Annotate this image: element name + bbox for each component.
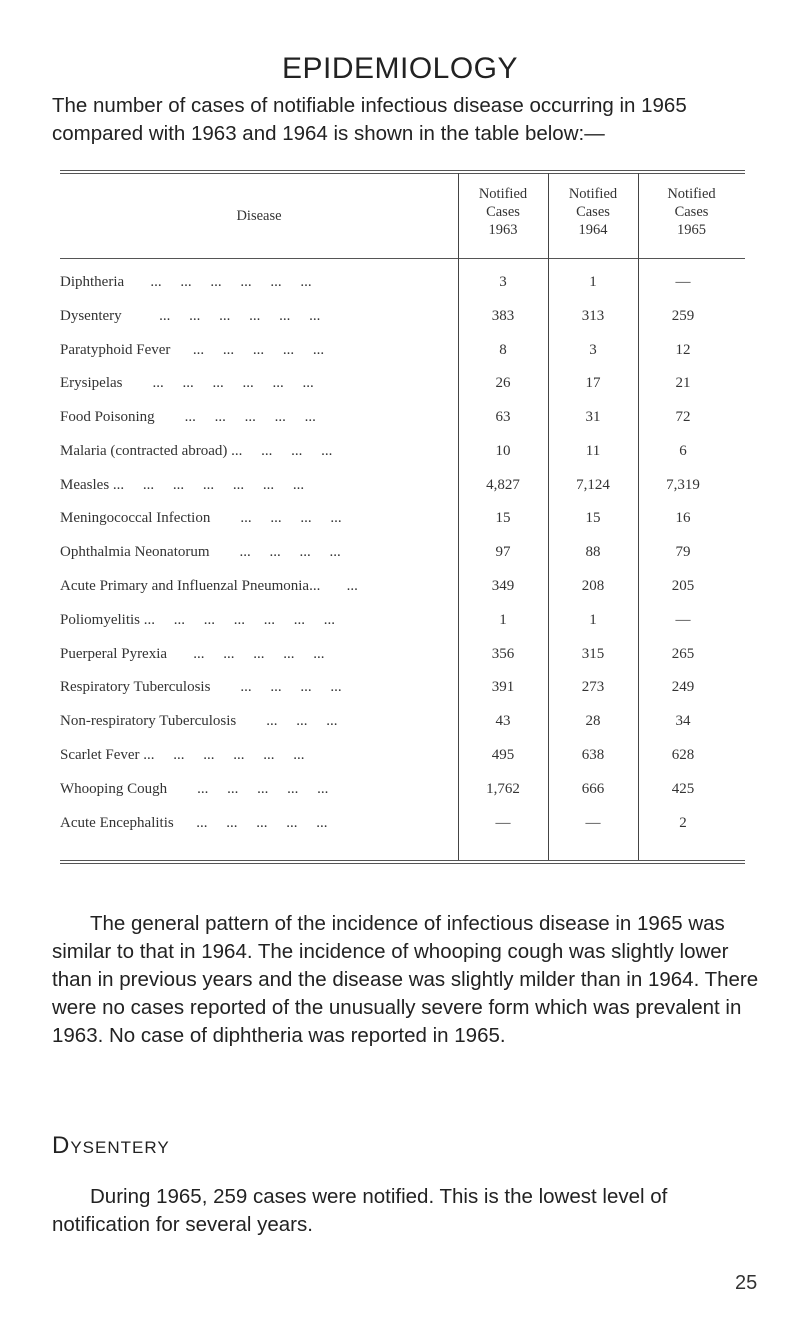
header-1965 bbox=[638, 185, 745, 245]
cell-1963: 3 bbox=[499, 274, 507, 290]
header-1965-line3: 1965 bbox=[677, 222, 706, 238]
dysentery-paragraph: During 1965, 259 cases were notified. This is the lowest level of notification for several years. bbox=[52, 1185, 668, 1236]
cell-1964: 1 bbox=[589, 274, 597, 290]
cell-1963: 383 bbox=[491, 308, 515, 324]
cell-1965: 7,319 bbox=[666, 477, 700, 493]
cell-1964: 15 bbox=[585, 510, 601, 526]
intro-paragraph: The number of cases of notifiable infectious disease occurring in 1965 compared with 1963 and 1964 is shown in the table below:— bbox=[52, 94, 687, 145]
cell-1965: 21 bbox=[675, 375, 691, 391]
cell-1963: 356 bbox=[491, 646, 515, 662]
cell-1965: 34 bbox=[675, 713, 691, 729]
table-row bbox=[60, 544, 745, 574]
header-1965-line2: Cases bbox=[674, 204, 709, 220]
row-disease-name: Food Poisoning ... ... ... ... ... bbox=[60, 409, 316, 425]
row-disease-name: Diphtheria ... ... ... ... ... ... bbox=[60, 274, 312, 290]
row-disease-name: Measles ... ... ... ... ... ... ... bbox=[60, 477, 305, 493]
header-1964-line3: 1964 bbox=[578, 222, 608, 238]
row-disease-name: Acute Encephalitis ... ... ... ... ... bbox=[60, 815, 328, 831]
cell-1964: 315 bbox=[581, 646, 605, 662]
cell-1963: 43 bbox=[495, 713, 511, 729]
table-row bbox=[60, 443, 745, 473]
cell-1963: — bbox=[495, 815, 511, 831]
cell-1965: 265 bbox=[671, 646, 695, 662]
table-row bbox=[60, 477, 745, 507]
row-disease-name: Non-respiratory Tuberculosis ... ... ... bbox=[60, 713, 338, 729]
table-bottom-rule-double bbox=[60, 863, 745, 864]
cell-1965: 205 bbox=[671, 578, 695, 594]
table-row bbox=[60, 815, 745, 845]
section-heading: Dysentery bbox=[52, 1132, 170, 1159]
row-disease-name: Ophthalmia Neonatorum ... ... ... ... bbox=[60, 544, 341, 560]
cell-1964: 28 bbox=[585, 713, 601, 729]
cell-1963: 349 bbox=[491, 578, 515, 594]
cell-1963: 4,827 bbox=[486, 477, 520, 493]
cell-1963: 8 bbox=[499, 342, 507, 358]
table-row bbox=[60, 781, 745, 811]
table-row bbox=[60, 747, 745, 777]
row-disease-name: Respiratory Tuberculosis ... ... ... ... bbox=[60, 679, 342, 695]
header-1963 bbox=[458, 185, 548, 245]
cell-1964: 3 bbox=[589, 342, 597, 358]
cell-1964: 11 bbox=[585, 443, 601, 459]
cell-1964: — bbox=[585, 815, 601, 831]
header-1963-line1: Notified bbox=[478, 186, 528, 202]
cell-1963: 15 bbox=[495, 510, 511, 526]
table-top-rule bbox=[60, 170, 745, 171]
cell-1963: 63 bbox=[495, 409, 511, 425]
table-row bbox=[60, 342, 745, 372]
cell-1964: 31 bbox=[585, 409, 601, 425]
header-1963-line2: Cases bbox=[486, 204, 520, 220]
table-row bbox=[60, 679, 745, 709]
cell-1964: 17 bbox=[585, 375, 601, 391]
cell-1963: 26 bbox=[495, 375, 511, 391]
cell-1964: 1 bbox=[589, 612, 597, 628]
cell-1964: 273 bbox=[581, 679, 605, 695]
cell-1963: 391 bbox=[491, 679, 515, 695]
disease-table bbox=[60, 170, 745, 864]
table-row bbox=[60, 375, 745, 405]
cell-1965: 12 bbox=[675, 342, 691, 358]
cell-1964: 208 bbox=[581, 578, 605, 594]
summary-paragraph: The general pattern of the incidence of infectious disease in 1965 was similar to that in 1964. The incidence of whooping cough was slightly lower than in previous years and the disease was slightly milder than in 1964. There were no cases reported of the unusually severe form which was prevalent in 1963. No case of diphtheria was reported in 1965. bbox=[52, 912, 759, 1047]
row-disease-name: Scarlet Fever ... ... ... ... ... ... bbox=[60, 747, 305, 763]
cell-1963: 1 bbox=[499, 612, 507, 628]
cell-1965: 6 bbox=[679, 443, 687, 459]
cell-1964: 313 bbox=[581, 308, 605, 324]
cell-1965: 425 bbox=[671, 781, 695, 797]
header-1964-line1: Notified bbox=[568, 186, 618, 202]
table-row bbox=[60, 409, 745, 439]
cell-1965: — bbox=[675, 274, 691, 290]
header-1964-line2: Cases bbox=[576, 204, 610, 220]
cell-1964: 638 bbox=[581, 747, 605, 763]
row-disease-name: Dysentery ... ... ... ... ... ... bbox=[60, 308, 321, 324]
table-row bbox=[60, 274, 745, 304]
cell-1964: 7,124 bbox=[576, 477, 610, 493]
row-disease-name: Meningococcal Infection ... ... ... ... bbox=[60, 510, 342, 526]
cell-1965: 72 bbox=[675, 409, 691, 425]
cell-1965: 79 bbox=[675, 544, 691, 560]
header-disease: Disease bbox=[236, 208, 282, 224]
table-row bbox=[60, 713, 745, 743]
table-bottom-rule bbox=[60, 860, 745, 861]
cell-1963: 97 bbox=[495, 544, 511, 560]
row-disease-name: Malaria (contracted abroad) ... ... ... ... bbox=[60, 443, 333, 459]
table-row bbox=[60, 646, 745, 676]
cell-1965: 2 bbox=[679, 815, 687, 831]
cell-1965: 259 bbox=[671, 308, 695, 324]
table-row bbox=[60, 308, 745, 338]
row-disease-name: Poliomyelitis ... ... ... ... ... ... ... bbox=[60, 612, 336, 628]
cell-1965: — bbox=[675, 612, 691, 628]
page-title: EPIDEMIOLOGY bbox=[281, 52, 519, 85]
cell-1964: 666 bbox=[581, 781, 605, 797]
row-disease-name: Acute Primary and Influenzal Pneumonia... ... bbox=[60, 578, 358, 594]
row-disease-name: Paratyphoid Fever ... ... ... ... ... bbox=[60, 342, 325, 358]
row-disease-name: Erysipelas ... ... ... ... ... ... bbox=[60, 375, 314, 391]
cell-1965: 16 bbox=[675, 510, 691, 526]
header-1964 bbox=[548, 185, 638, 245]
header-1965-line1: Notified bbox=[667, 186, 716, 202]
cell-1963: 495 bbox=[491, 747, 515, 763]
header-1963-line3: 1963 bbox=[488, 222, 518, 238]
cell-1963: 1,762 bbox=[486, 781, 520, 797]
cell-1965: 628 bbox=[671, 747, 695, 763]
cell-1965: 249 bbox=[671, 679, 695, 695]
table-row bbox=[60, 510, 745, 540]
row-disease-name: Whooping Cough ... ... ... ... ... bbox=[60, 781, 329, 797]
table-row bbox=[60, 578, 745, 608]
page-number: 25 bbox=[735, 1272, 758, 1294]
row-disease-name: Puerperal Pyrexia ... ... ... ... ... bbox=[60, 646, 325, 662]
cell-1964: 88 bbox=[585, 544, 601, 560]
table-top-rule-double bbox=[60, 173, 745, 174]
table-row bbox=[60, 612, 745, 642]
cell-1963: 10 bbox=[495, 443, 511, 459]
